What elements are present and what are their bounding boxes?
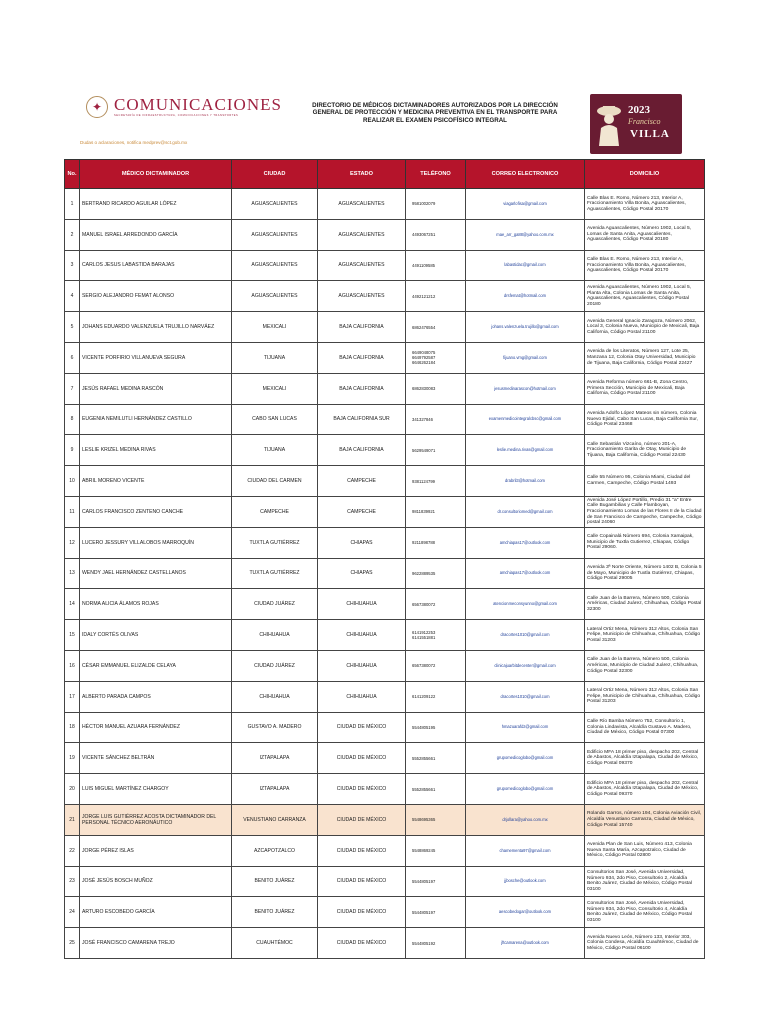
row-number: 23: [65, 866, 80, 897]
email-link[interactable]: dr.consultoriomed@gmail.com: [466, 496, 585, 527]
email-link[interactable]: chamementa97@gmail.com: [466, 835, 585, 866]
email-link[interactable]: jftcamarena@outlook.com: [466, 928, 585, 959]
phone: 341327846: [406, 404, 466, 435]
doctor-name: CARLOS FRANCISCO ZENTENO CANCHE: [80, 496, 232, 527]
state: CIUDAD DE MÉXICO: [318, 743, 406, 774]
state: CAMPECHE: [318, 466, 406, 497]
city: MEXICALI: [232, 373, 318, 404]
state: CIUDAD DE MÉXICO: [318, 712, 406, 743]
email-link[interactable]: aescobedogar@outlook.com: [466, 897, 585, 928]
state: AGUASCALIENTES: [318, 281, 406, 312]
address: Rolando Garros, número 194, Colonia Aviación Civil, Alcaldía Venustiano Carranza, Ciudad de México, Código Postal 15740: [585, 804, 705, 835]
state: CAMPECHE: [318, 496, 406, 527]
city: AGUASCALIENTES: [232, 219, 318, 250]
table-row: [65, 435, 705, 466]
city: GUSTAVO A. MADERO: [232, 712, 318, 743]
phone: 5544805192: [406, 928, 466, 959]
table-row: [65, 835, 705, 866]
francisco-villa-2023-badge: [590, 94, 682, 154]
phone: 6141912253 6141551881: [406, 620, 466, 651]
city: TIJUANA: [232, 342, 318, 373]
email-link[interactable]: clinicajuarbitdecenter@gmail.com: [466, 650, 585, 681]
document-header: [0, 0, 768, 160]
email-link[interactable]: hmazuarafdz@gmail.com: [466, 712, 585, 743]
row-number: 5: [65, 312, 80, 343]
logo-subtitle: SECRETARÍA DE INFRAESTRUCTURA, COMUNICACIONES Y TRANSPORTES: [114, 114, 239, 117]
document-title: DIRECTORIO DE MÉDICOS DICTAMINADORES AUTORIZADOS POR LA DIRECCIÓN GENERAL DE PROTECCIÓN Y MEDICINA PREVENTIVA EN EL TRANSPORTE PARA REALIZAR EL EXAMEN PSICOFÍSICO INTEGRAL: [312, 102, 558, 124]
city: TIJUANA: [232, 435, 318, 466]
doctor-name: JORGE LUIS GUTIÉRREZ ACOSTA DICTAMINADOR DEL PERSONAL TÉCNICO AERONÁUTICO: [80, 804, 232, 835]
state: BAJA CALIFORNIA: [318, 312, 406, 343]
phone: 9811839921: [406, 496, 466, 527]
table-row: [65, 743, 705, 774]
row-number: 7: [65, 373, 80, 404]
column-header: MÉDICO DICTAMINADOR: [80, 160, 232, 189]
doctor-name: IDALY CORTÉS OLIVAS: [80, 620, 232, 651]
doctors-table: [64, 159, 705, 959]
row-number: 25: [65, 928, 80, 959]
table-row: [65, 650, 705, 681]
doctor-name: LESLIE KRIZEL MEDINA RIVAS: [80, 435, 232, 466]
doctor-name: VICENTE SÁNCHEZ BELTRÁN: [80, 743, 232, 774]
contact-note: Dudas o aclaraciones, notifica medprev@sct.gob.mx: [80, 140, 188, 145]
doctor-name: JOHANS EDUARDO VALENZUELA TRUJILLO NARVÁEZ: [80, 312, 232, 343]
doctor-name: MANUEL ISRAEL ARREDONDO GARCÍA: [80, 219, 232, 250]
state: CIUDAD DE MÉXICO: [318, 928, 406, 959]
column-header: No.: [65, 160, 80, 189]
doctor-name: LUCERO JESSURY VILLALOBOS MARROQUÍN: [80, 527, 232, 558]
table-row: [65, 496, 705, 527]
state: BAJA CALIFORNIA: [318, 373, 406, 404]
city: BENITO JUÁREZ: [232, 866, 318, 897]
phone: 5629549071: [406, 435, 466, 466]
state: BAJA CALIFORNIA: [318, 342, 406, 373]
row-number: 13: [65, 558, 80, 589]
doctor-name: CARLOS JESUS LABASTIDA BARAJAS: [80, 250, 232, 281]
city: CUAUHTÉMOC: [232, 928, 318, 959]
city: VENUSTIANO CARRANZA: [232, 804, 318, 835]
row-number: 20: [65, 774, 80, 805]
state: AGUASCALIENTES: [318, 189, 406, 220]
address: Edificio MFA 18 primer piso, despacho 202, Central de Abastos, Alcaldía Iztapalapa, Ciudad de México, Código Postal 09370: [585, 743, 705, 774]
city: CABO SAN LUCAS: [232, 404, 318, 435]
column-header: CIUDAD: [232, 160, 318, 189]
state: CIUDAD DE MÉXICO: [318, 835, 406, 866]
doctors-table-container: [64, 159, 704, 959]
table-header-row: [65, 160, 705, 189]
phone: 9211898788: [406, 527, 466, 558]
city: AGUASCALIENTES: [232, 281, 318, 312]
address: Lateral Ortiz Mena, Número 312 Altos, Colonia San Felipe, Municipio de Chihuahua, Chihuahua, Código Postal 31203: [585, 681, 705, 712]
phone: 5552855661: [406, 743, 466, 774]
column-header: DOMICILIO: [585, 160, 705, 189]
state: CIUDAD DE MÉXICO: [318, 804, 406, 835]
column-header: ESTADO: [318, 160, 406, 189]
phone: 6141209122: [406, 681, 466, 712]
city: BENITO JUÁREZ: [232, 897, 318, 928]
table-row: [65, 712, 705, 743]
table-row: [65, 312, 705, 343]
city: CIUDAD JUÁREZ: [232, 589, 318, 620]
city: TUXTLA GUTIÉRREZ: [232, 527, 318, 558]
phone: 5544805197: [406, 866, 466, 897]
address: Avenida Adolfo López Mateos sin número, Colonia Nuevo Ejidal, Cabo San Lucas, Baja California Sur, Código Postal 23468: [585, 404, 705, 435]
row-number: 15: [65, 620, 80, 651]
phone: 9381124799: [406, 466, 466, 497]
address: Avenida Aguascalientes, Número 1902, Local 5, Planta Alta, Colonia Lomas de Santa Anita, Aguascalientes, Aguascalientes, Código Postal 20180: [585, 281, 705, 312]
doctor-name: JOSÉ JESÚS BOSCH MUÑOZ: [80, 866, 232, 897]
table-body: [65, 189, 705, 959]
row-number: 4: [65, 281, 80, 312]
email-link[interactable]: labastidac@gmail.com: [466, 250, 585, 281]
address: Calle Sebastián Vizcaíno, número 201-A, Fraccionamiento Garita de Otay, Municipio de Tijuana, Baja California, Código Postal 22430: [585, 435, 705, 466]
state: CIUDAD DE MÉXICO: [318, 774, 406, 805]
city: CIUDAD JUÁREZ: [232, 650, 318, 681]
doctor-name: LUIS MIGUEL MARTÍNEZ CHARGOY: [80, 774, 232, 805]
email-link[interactable]: drabril3@hotmail.com: [466, 466, 585, 497]
address: Avenida General Ignacio Zaragoza, Número 2062, Local 3, Colonia Nueva, Municipio de Mexicali, Baja California, Código Postal 21100: [585, 312, 705, 343]
table-row: [65, 866, 705, 897]
phone: 6862476554: [406, 312, 466, 343]
email-link[interactable]: fijuano.vmg@gmail.com: [466, 342, 585, 373]
address: Consultorios San José, Avenida Universidad, Número 934, 2do Piso, Consultorio 4, Alcaldía Benito Juárez, Ciudad de México, Código Postal 03100: [585, 897, 705, 928]
phone: 5544805197: [406, 897, 466, 928]
address: Calle Río Bamba Número 752, Consultorio 1, Colonia Lindavista, Alcaldía Gustavo A. Madero, Ciudad de México, Código Postal 07300: [585, 712, 705, 743]
table-row: [65, 558, 705, 589]
row-number: 2: [65, 219, 80, 250]
row-number: 14: [65, 589, 80, 620]
city: MEXICALI: [232, 312, 318, 343]
logo-wordmark: COMUNICACIONES: [114, 95, 282, 114]
row-number: 24: [65, 897, 80, 928]
phone: 5544805195: [406, 712, 466, 743]
address: Lateral Ortiz Mena, Número 312 Altos, Colonia San Felipe, Municipio de Chihuahua, Chihuahua, Código Postal 31203: [585, 620, 705, 651]
phone: 4493067251: [406, 219, 466, 250]
row-number: 18: [65, 712, 80, 743]
badge-villa: VILLA: [630, 128, 670, 140]
state: CHIHUAHUA: [318, 620, 406, 651]
address: Calle Blas E. Romo, Número 213, Interior A, Fraccionamiento Villa Bonita, Aguascalientes, Aguascalientes, Código Postal 20170: [585, 189, 705, 220]
doctor-name: HÉCTOR MANUEL AZUARA FERNÁNDEZ: [80, 712, 232, 743]
address: Edificio MFA 18 primer piso, despacho 202, Central de Abastos, Alcaldía Iztapalapa, Ciudad de México, Código Postal 09370: [585, 774, 705, 805]
doctor-name: ALBERTO PARADA CAMPOS: [80, 681, 232, 712]
doctor-name: NORMA ALICIA ÁLAMOS ROJAS: [80, 589, 232, 620]
state: BAJA CALIFORNIA SUR: [318, 404, 406, 435]
doctor-name: WENDY JAEL HERNÁNDEZ CASTELLANOS: [80, 558, 232, 589]
table-row: [65, 774, 705, 805]
table-row: [65, 681, 705, 712]
doctor-name: CÉSAR EMMANUEL ELIZALDE CELAYA: [80, 650, 232, 681]
column-header: CORREO ELECTRONICO: [466, 160, 585, 189]
table-row: [65, 928, 705, 959]
table-row: [65, 804, 705, 835]
phone: 4491109585: [406, 250, 466, 281]
table-row: [65, 589, 705, 620]
address: Avenida Reforma número 661-B, Zona Centro, Primera Sección, Municipio de Mexicali, Baja California, Código Postal 21100: [585, 373, 705, 404]
email-link[interactable]: johans.valenzuela.trujillo@gmail.com: [466, 312, 585, 343]
table-row: [65, 342, 705, 373]
table-row: [65, 527, 705, 558]
email-link[interactable]: amchiapas17@outlook.com: [466, 527, 585, 558]
doctor-name: ABRIL MORENO VICENTE: [80, 466, 232, 497]
state: CHIHUAHUA: [318, 681, 406, 712]
doctor-name: EUGENIA NEMILUTLI HERNÁNDEZ CASTILLO: [80, 404, 232, 435]
city: IZTAPALAPA: [232, 743, 318, 774]
doctor-name: VICENTE PORFIRIO VILLANUEVA SEGURA: [80, 342, 232, 373]
address: Avenida Aguascalientes, Número 1902, Local 5, Lomas de Santa Anita, Aguascalientes, Aguascalientes, Código Postal 20180: [585, 219, 705, 250]
phone: 5548695365: [406, 804, 466, 835]
address: Avenida Nuevo León, Número 133, Interior 303, Colonia Condesa, Alcaldía Cuauhtémoc, Ciudad de México, Código Postal 06100: [585, 928, 705, 959]
row-number: 8: [65, 404, 80, 435]
doctor-name: ARTURO ESCOBEDO GARCÍA: [80, 897, 232, 928]
city: CHIHUAHUA: [232, 681, 318, 712]
table-row: [65, 620, 705, 651]
row-number: 3: [65, 250, 80, 281]
city: AZCAPOTZALCO: [232, 835, 318, 866]
email-link[interactable]: dracortes1010@gmail.com: [466, 681, 585, 712]
phone: 6649048075 6649792587 6646262184: [406, 342, 466, 373]
address: Avenida Plan de San Luis, Número 413, Colonia Nueva Santa María, Azcapotzalco, Ciudad de México, Código Postal 02800: [585, 835, 705, 866]
row-number: 10: [65, 466, 80, 497]
row-number: 19: [65, 743, 80, 774]
address: Avenida de los Literatos, Número 127, Lote 25, Manzana 12, Colonia Otay Universidad, Municipio de Tijuana, Baja California, Código Postal 22427: [585, 342, 705, 373]
state: CIUDAD DE MÉXICO: [318, 897, 406, 928]
row-number: 22: [65, 835, 80, 866]
phone: 4492121212: [406, 281, 466, 312]
email-link[interactable]: atencionmeconsyunno@gmail.com: [466, 589, 585, 620]
address: Calle 55 Número 95, Colonia Miami, Ciudad del Carmen, Campeche, Código Postal 1493: [585, 466, 705, 497]
table-row: [65, 219, 705, 250]
address: Avenida José López Portillo, Predio 31 "a" Entre Calle Bugambilias y Calle Flamboyan, Fraccionamiento Lomas de las Flores II de la Ciudad de San Francisco de Campeche, Campeche, Código postal 24060: [585, 496, 705, 527]
address: Calle Juan de la Barrera, Número 500, Colonia Américas, Municipio de Ciudad Juárez, Chihuahua, Código Postal 32300: [585, 650, 705, 681]
address: Calle Juan de la Barrera, Número 500, Colonia Américas, Ciudad Juárez, Chihuahua, Código Postal 32300: [585, 589, 705, 620]
doctor-name: JESÚS RAFAEL MEDINA RASCÓN: [80, 373, 232, 404]
city: CHIHUAHUA: [232, 620, 318, 651]
address: Calle Blas E. Romo, Número 213, Interior A, Fraccionamiento Villa Bonita, Aguascalientes, Aguascalientes, Código Postal 20170: [585, 250, 705, 281]
state: CHIAPAS: [318, 558, 406, 589]
table-row: [65, 373, 705, 404]
badge-year: 2023: [628, 104, 650, 116]
table-row: [65, 189, 705, 220]
city: CAMPECHE: [232, 496, 318, 527]
phone: 6862830083: [406, 373, 466, 404]
email-link[interactable]: grupomedicoglobo@gmail.com: [466, 743, 585, 774]
state: CHIHUAHUA: [318, 589, 406, 620]
table-row: [65, 250, 705, 281]
email-link[interactable]: examenmedicointegralcbsc@gmail.com: [466, 404, 585, 435]
email-link[interactable]: jjbosche@outlook.com: [466, 866, 585, 897]
city: AGUASCALIENTES: [232, 250, 318, 281]
row-number: 9: [65, 435, 80, 466]
state: AGUASCALIENTES: [318, 219, 406, 250]
city: IZTAPALAPA: [232, 774, 318, 805]
email-link[interactable]: viagarlofisa@gmail.com: [466, 189, 585, 220]
phone: 9622889535: [406, 558, 466, 589]
row-number: 6: [65, 342, 80, 373]
column-header: TELÉFONO: [406, 160, 466, 189]
phone: 6567380072: [406, 589, 466, 620]
row-number: 11: [65, 496, 80, 527]
state: BAJA CALIFORNIA: [318, 435, 406, 466]
eagle-seal-icon: ✦: [86, 96, 108, 118]
email-link[interactable]: grupomedicoglobo@gmail.com: [466, 774, 585, 805]
doctor-name: JOSÉ FRANCISCO CAMARENA TREJO: [80, 928, 232, 959]
table-row: [65, 897, 705, 928]
state: AGUASCALIENTES: [318, 250, 406, 281]
email-link[interactable]: leslie.medina.rivas@gmail.com: [466, 435, 585, 466]
row-number: 1: [65, 189, 80, 220]
address: Calle Copainalá Número 694, Colonia Xamaipak, Municipio de Tuxtla Gutierrez, Chiapas, Código Postal 29060.: [585, 527, 705, 558]
villa-portrait-icon: [596, 102, 622, 146]
phone: 9581002079: [406, 189, 466, 220]
row-number: 16: [65, 650, 80, 681]
row-number: 12: [65, 527, 80, 558]
email-link[interactable]: dracortes1010@gmail.com: [466, 620, 585, 651]
doctor-name: JORGE PÉREZ ISLAS: [80, 835, 232, 866]
phone: 5548869245: [406, 835, 466, 866]
phone: 5552855661: [406, 774, 466, 805]
address: Avenida 3ª Norte Oriente, Número 1402 B, Colonia 5 de Mayo, Municipio de Tuxtla Gutiérrez, Chiapas, Código Postal 29005: [585, 558, 705, 589]
email-link[interactable]: mae_arr_ga88@yahoo.com.mx: [466, 219, 585, 250]
doctor-name: SERGIO ALEJANDRO FEMAT ALONSO: [80, 281, 232, 312]
phone: 6567380072: [406, 650, 466, 681]
badge-name: Francisco: [628, 117, 661, 126]
email-link[interactable]: jesusmedinarascon@hotmail.com: [466, 373, 585, 404]
row-number: 21: [65, 804, 80, 835]
table-row: [65, 466, 705, 497]
city: AGUASCALIENTES: [232, 189, 318, 220]
email-link[interactable]: amchiapas17@outlook.com: [466, 558, 585, 589]
city: TUXTLA GUTIÉRREZ: [232, 558, 318, 589]
comunicaciones-logo: [86, 96, 282, 118]
table-row: [65, 281, 705, 312]
state: CHIAPAS: [318, 527, 406, 558]
address: Consultorios San José, Avenida Universidad, Número 934, 2do Piso, Consultorio 2, Alcaldía Benito Juárez, Ciudad de México, Código Postal 03100: [585, 866, 705, 897]
state: CIUDAD DE MÉXICO: [318, 866, 406, 897]
email-link[interactable]: drjollara@yahoo.com.mx: [466, 804, 585, 835]
doctor-name: BERTRAND RICARDO AGUILAR LÓPEZ: [80, 189, 232, 220]
city: CIUDAD DEL CARMEN: [232, 466, 318, 497]
state: CHIHUAHUA: [318, 650, 406, 681]
table-row: [65, 404, 705, 435]
email-link[interactable]: drsfemat@hotmail.com: [466, 281, 585, 312]
row-number: 17: [65, 681, 80, 712]
